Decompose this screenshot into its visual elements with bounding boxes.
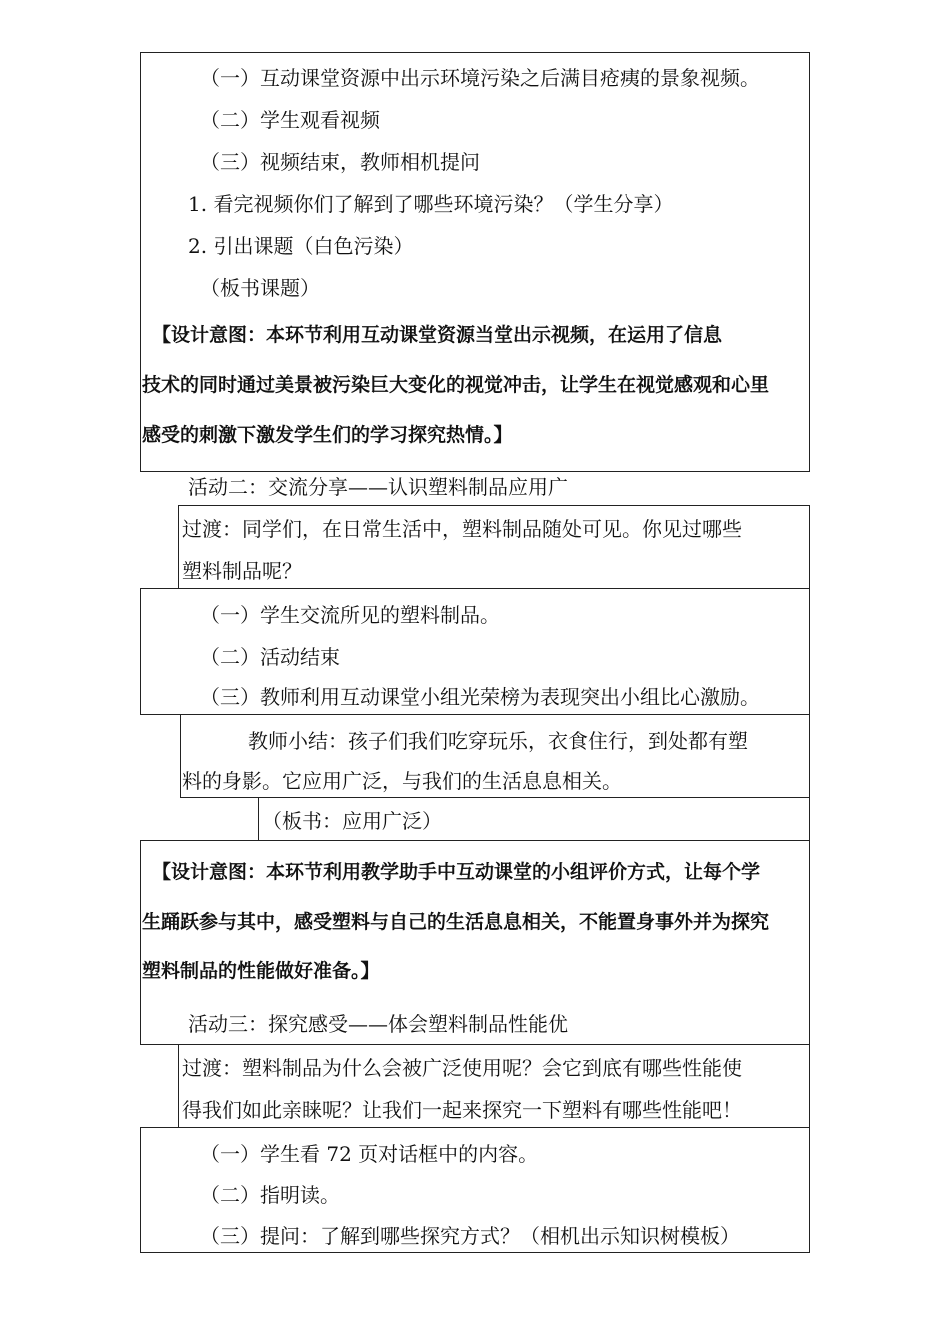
activity3-transition-line-2: 得我们如此亲睐呢？让我们一起来探究一下塑料有哪些性能吧！ xyxy=(182,1098,742,1122)
design-intent-2-line-3: 塑料制品的性能做好准备。】 xyxy=(142,960,380,982)
activity2-step-1: （一）学生交流所见的塑料制品。 xyxy=(200,603,500,627)
activity3-step-3: （三）提问：了解到哪些探究方式？（相机出示知识树模板） xyxy=(200,1224,740,1248)
section1-line-6: （板书课题） xyxy=(200,276,320,300)
design-intent-1-line-1: 【设计意图：本环节利用互动课堂资源当堂出示视频，在运用了信息 xyxy=(152,324,723,346)
activity2-transition-line-1: 过渡：同学们，在日常生活中，塑料制品随处可见。你见过哪些 xyxy=(182,517,742,541)
activity3-title: 活动三：探究感受——体会塑料制品性能优 xyxy=(188,1012,568,1036)
activity2-transition-line-2: 塑料制品呢？ xyxy=(182,559,302,583)
section1-line-3: （三）视频结束，教师相机提问 xyxy=(200,150,480,174)
section1-line-5: 2. 引出课题（白色污染） xyxy=(188,234,414,258)
teacher-summary-line-2: 料的身影。它应用广泛，与我们的生活息息相关。 xyxy=(182,769,622,793)
design-intent-1-line-3: 感受的刺激下激发学生们的学习探究热情。】 xyxy=(142,424,513,446)
section1-line-2: （二）学生观看视频 xyxy=(200,108,380,132)
activity3-step-1: （一）学生看 72 页对话框中的内容。 xyxy=(200,1142,539,1166)
activity2-title: 活动二：交流分享——认识塑料制品应用广 xyxy=(188,475,568,499)
section1-line-4: 1. 看完视频你们了解到了哪些环境污染？（学生分享） xyxy=(188,192,674,216)
board-note: （板书：应用广泛） xyxy=(262,809,442,833)
teacher-summary-line-1: 教师小结：孩子们我们吃穿玩乐，衣食住行，到处都有塑 xyxy=(248,729,748,753)
design-intent-2-line-2: 生踊跃参与其中，感受塑料与自己的生活息息相关，不能置身事外并为探究 xyxy=(142,911,770,933)
activity3-transition-line-1: 过渡：塑料制品为什么会被广泛使用呢？会它到底有哪些性能使 xyxy=(182,1056,742,1080)
activity2-step-3: （三）教师利用互动课堂小组光荣榜为表现突出小组比心激励。 xyxy=(200,685,760,709)
section1-line-1: （一）互动课堂资源中出示环境污染之后满目疮痍的景象视频。 xyxy=(200,66,760,90)
design-intent-1-line-2: 技术的同时通过美景被污染巨大变化的视觉冲击，让学生在视觉感观和心里 xyxy=(142,374,770,396)
activity3-step-2: （二）指明读。 xyxy=(200,1183,340,1207)
activity2-step-2: （二）活动结束 xyxy=(200,645,340,669)
design-intent-2-line-1: 【设计意图：本环节利用教学助手中互动课堂的小组评价方式，让每个学 xyxy=(152,861,761,883)
